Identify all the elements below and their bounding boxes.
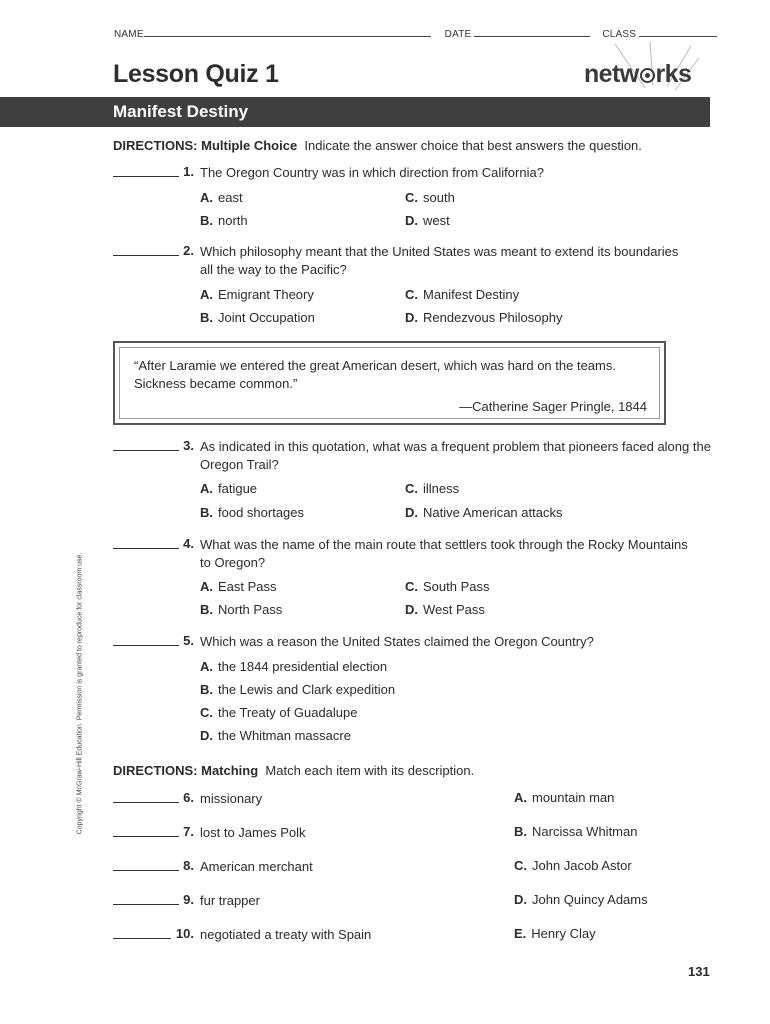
match-choice: B. Narcissa Whitman: [514, 824, 638, 839]
directions-text: Match each item with its description.: [265, 763, 475, 778]
option-c: C. illness: [405, 481, 460, 496]
option-d: D. the Whitman massacre: [200, 728, 351, 743]
directions-label: DIRECTIONS: Matching: [113, 763, 259, 778]
class-field[interactable]: [639, 26, 717, 37]
page-title: Lesson Quiz 1: [113, 60, 279, 88]
question-text: The Oregon Country was in which direction from California?: [200, 165, 544, 180]
brand-text-start: netw: [584, 60, 639, 88]
match-choice: A. mountain man: [514, 790, 615, 805]
question-text: As indicated in this quotation, what was a frequent problem that pioneers faced along the Oregon Trail?: [200, 439, 711, 472]
item-text: missionary: [200, 791, 263, 806]
option-d: D. Native American attacks: [405, 505, 563, 520]
question-number: 4.: [183, 536, 194, 551]
item-number: 6.: [183, 790, 194, 805]
option-a: A. East Pass: [200, 579, 277, 594]
option-a: A. the 1844 presidential election: [200, 659, 388, 674]
option-b: B. north: [200, 213, 248, 228]
question-number: 2.: [183, 243, 194, 258]
option-b: B. Joint Occupation: [200, 310, 315, 325]
option-d: D. West Pass: [405, 602, 485, 617]
option-a: A. fatigue: [200, 481, 258, 496]
item-number: 9.: [183, 892, 194, 907]
name-field[interactable]: [144, 26, 431, 37]
question-text: What was the name of the main route that settlers took through the Rocky Mountains to Oregon?: [200, 537, 688, 570]
option-d: D. west: [405, 213, 450, 228]
option-b: B. food shortages: [200, 505, 305, 520]
item-number: 7.: [183, 824, 194, 839]
quotation-inner-border: [119, 347, 660, 419]
copyright-notice: Copyright © McGraw-Hill Education. Permission is granted to reproduce for classroom use.: [76, 552, 84, 835]
option-a: A. east: [200, 190, 243, 205]
option-c: C. south: [405, 190, 455, 205]
question-number: 3.: [183, 438, 194, 453]
item-text: American merchant: [200, 859, 313, 874]
page-number: 131: [688, 964, 710, 979]
date-label: DATE: [444, 29, 472, 40]
student-info-row: [114, 26, 710, 40]
option-c: C. South Pass: [405, 579, 490, 594]
option-a: A. Emigrant Theory: [200, 287, 314, 302]
topic-banner: [0, 97, 710, 127]
answer-blank[interactable]: [113, 938, 171, 939]
item-text: fur trapper: [200, 893, 260, 908]
match-choice: D. John Quincy Adams: [514, 892, 648, 907]
brand-o-icon: [640, 68, 655, 83]
question-number: 1.: [183, 164, 194, 179]
quotation-box: [113, 341, 666, 425]
question-text: Which philosophy meant that the United States was meant to extend its boundaries all the way to the Pacific?: [200, 244, 679, 277]
item-text: lost to James Polk: [200, 825, 306, 840]
question-text: Which was a reason the United States claimed the Oregon Country?: [200, 634, 594, 649]
item-text: negotiated a treaty with Spain: [200, 927, 372, 942]
quotation-text: “After Laramie we entered the great American desert, which was hard on the teams. Sickness became common.”: [134, 358, 616, 391]
name-label: NAME: [114, 29, 144, 40]
date-field[interactable]: [474, 26, 590, 37]
class-label: CLASS: [602, 29, 637, 40]
option-c: C. the Treaty of Guadalupe: [200, 705, 358, 720]
quotation-attribution: —Catherine Sager Pringle, 1844: [459, 399, 647, 414]
match-choice: C. John Jacob Astor: [514, 858, 632, 873]
directions-multiple-choice: [113, 138, 642, 153]
brand-text-end: rks: [655, 60, 692, 88]
directions-label: DIRECTIONS: Multiple Choice: [113, 138, 298, 153]
option-b: B. North Pass: [200, 602, 283, 617]
option-b: B. the Lewis and Clark expedition: [200, 682, 396, 697]
option-d: D. Rendezvous Philosophy: [405, 310, 563, 325]
item-number: 8.: [183, 858, 194, 873]
question-number: 5.: [183, 633, 194, 648]
item-number: 10.: [175, 926, 194, 941]
option-c: C. Manifest Destiny: [405, 287, 520, 302]
match-choice: E. Henry Clay: [514, 926, 596, 941]
directions-matching: [113, 763, 474, 778]
topic-title: Manifest Destiny: [113, 102, 249, 121]
directions-text: Indicate the answer choice that best answers the question.: [304, 138, 642, 153]
brand-logo: [584, 60, 691, 89]
